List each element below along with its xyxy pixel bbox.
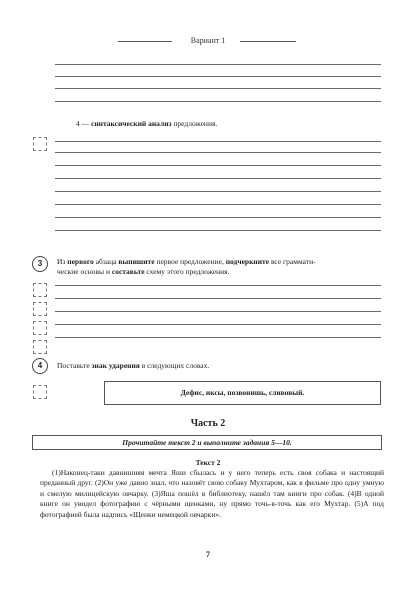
task-number-badge: 3: [32, 256, 48, 272]
task3-bold: первого: [67, 257, 94, 266]
variant-title: Вариант 1: [190, 36, 226, 45]
score-box: [33, 321, 47, 335]
answer-line: [55, 285, 381, 286]
task3-text-part: Из: [57, 257, 68, 266]
part2-instruction: Прочитайте текст 2 и выполните задания 5—10.: [32, 435, 382, 450]
answer-line: [55, 337, 381, 338]
score-box: [33, 302, 47, 316]
task3-text-part: все граммати-: [269, 257, 316, 266]
syntax-task-text: [76, 119, 376, 129]
task3-text-part: первое предложение,: [154, 257, 226, 266]
syntax-task-lead: 4 —: [76, 119, 91, 128]
answer-line: [55, 76, 381, 77]
score-box: [33, 283, 47, 297]
answer-line: [55, 230, 381, 231]
task4-text: [57, 361, 377, 371]
text-title: Текст 2: [195, 458, 221, 467]
task3-text-part: абзаца: [93, 257, 119, 266]
task3-text-part: ческие основы и: [57, 267, 112, 276]
task4-text-part: в следующих словах.: [139, 361, 210, 370]
score-box: [33, 137, 47, 151]
task3-bold: выпишите: [118, 257, 155, 266]
answer-line: [55, 178, 381, 179]
task3-bold: составьте: [111, 267, 145, 276]
answer-line: [55, 324, 381, 325]
score-box: [33, 340, 47, 354]
stress-words-box: Дефис, иксы, позвонишь, сливовый.: [104, 381, 381, 405]
task3-text-part: схему этого предложения.: [144, 267, 230, 276]
answer-line: [55, 217, 381, 218]
answer-line: [55, 298, 381, 299]
syntax-task-bold: синтаксический анализ: [91, 119, 172, 128]
syntax-task-rest: предложения.: [171, 119, 218, 128]
score-box: [33, 385, 47, 399]
task-number-badge: 4: [32, 358, 48, 374]
answer-line: [55, 88, 381, 89]
page-number: 7: [206, 550, 210, 559]
answer-line: [55, 141, 381, 142]
task3-bold: подчеркните: [225, 257, 270, 266]
part-title: Часть 2: [190, 418, 226, 429]
answer-line: [55, 311, 381, 312]
answer-line: [55, 64, 381, 65]
answer-line: [55, 152, 381, 153]
header-rule-right: [240, 41, 296, 42]
text-paragraph: (1)Наконец-таки давнишняя мечта Яши сбылась и у него теперь есть своя собака и настоящий преданный друг. (2)Он уже давно знал, что назовёт свою собаку Мухтаром, как в фильме про одну умную и смелую милицейскую овчарку. (3)Яша пошёл в библиотеку, нашёл там книги про собак. (4)В одной книге он увидел фотографию с чёрными щенками, ну прямо точь-в-точь как его Мухтар. (5)А под фотографией была надпись «Щенки немецкой овчарки».: [40, 468, 384, 519]
answer-line: [55, 191, 381, 192]
answer-line: [55, 204, 381, 205]
task4-text-part: Поставьте: [57, 361, 92, 370]
task4-bold: знак ударения: [91, 361, 140, 370]
answer-line: [55, 165, 381, 166]
task3-text: [57, 257, 385, 277]
answer-line: [55, 101, 381, 102]
